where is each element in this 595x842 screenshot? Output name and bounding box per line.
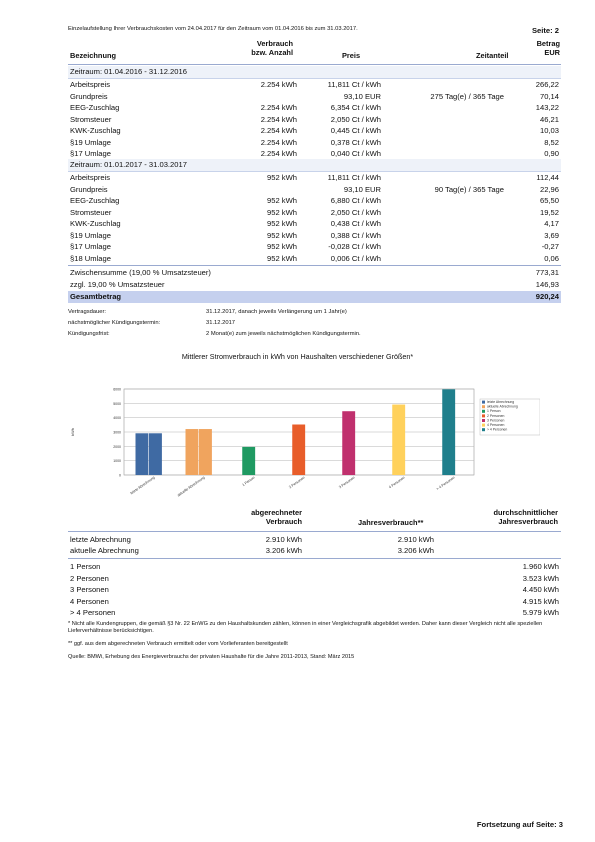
row-quantity: 2.254 kWh [260,137,297,147]
average-label: 2 Personen [70,573,109,583]
y-tick-label: 5000 [113,401,121,406]
row-quantity: 952 kWh [267,219,297,228]
row-amount: 143,22 [535,103,559,112]
row-price: 0,445 Ct / kWh [330,126,381,135]
usage-year: 3.206 kWh [397,546,434,555]
subtotal-row [68,267,561,278]
legend-swatch [482,419,485,422]
consumption-chart [60,375,540,515]
row-amount: -0,27 [541,242,559,251]
legend-swatch [482,424,485,427]
contract-notice-value: 2 Monat(e) zum jeweils nächstmöglichen Kündigungstermin. [206,331,361,337]
table-row [68,195,561,206]
row-name: Stromsteuer [70,114,112,124]
col-header-durchschnitt [468,508,558,526]
x-tick-label: letzte Abrechnung [129,475,156,496]
table-row [68,207,561,218]
row-amount: 4,17 [544,219,559,228]
row-price: 6,354 Ct / kWh [330,103,381,112]
average-row [68,584,561,595]
row-amount: 46,21 [539,114,559,124]
bar [292,425,305,475]
y-tick-label: 2000 [113,444,121,449]
row-share: 90 Tag(e) / 365 Tage [434,184,504,194]
footnote-2: ** ggf. aus dem abgerechneten Verbrauch ermittelt oder vom Vorlieferanten bereitgestellt [68,641,288,647]
consumption-chart-svg [60,375,540,515]
legend-label: 1 Person [487,409,501,414]
average-value: 1.960 kWh [522,562,559,571]
row-name: KWK-Zuschlag [70,126,121,135]
average-value: 4.915 kWh [522,596,559,606]
row-quantity: 2.254 kWh [260,149,297,158]
col-header-preis: Preis [342,51,361,60]
row-name: Stromsteuer [70,207,112,217]
row-amount: 19,52 [539,207,559,217]
section-title: Zeitraum: 01.04.2016 - 31.12.2016 [70,67,187,76]
section-header-2 [68,159,561,172]
subtotal-amount: 773,31 [535,268,559,277]
legend-label: > 4 Personen [487,427,508,432]
usage-calc: 3.206 kWh [265,546,302,555]
bar [442,389,455,475]
y-axis-label: kWh [70,428,75,436]
col-header-abgerechnet [228,508,302,526]
legend-swatch [482,410,485,413]
row-price: 11,811 Ct / kWh [327,173,381,182]
col-header-abgerechnet-line2: Verbrauch [265,517,302,526]
col-header-verbrauch-line1: Verbrauch [256,39,293,48]
col-header-betrag [520,39,560,57]
bar [149,433,162,475]
x-tick-label: 1 Person [241,475,256,488]
row-quantity: 952 kWh [267,253,297,263]
table-row [68,91,561,102]
row-quantity: 952 kWh [267,207,297,217]
y-tick-label: 6000 [113,387,121,392]
row-price: 2,050 Ct / kWh [330,207,381,217]
row-quantity: 952 kWh [267,173,297,182]
contract-duration-label: Vertragsdauer: [68,309,107,315]
row-quantity: 2.254 kWh [260,103,297,112]
col-header-jahresverbrauch: Jahresverbrauch** [358,518,424,527]
row-name: Grundpreis [70,184,108,194]
row-amount: 0,90 [544,149,559,158]
x-tick-label: 3 Personen [338,475,356,490]
legend-label: 3 Personen [487,418,505,423]
x-tick-label: aktuelle Abrechnung [176,475,206,498]
average-label: 3 Personen [70,585,109,594]
subtotal-rule [68,265,561,266]
legend-label: 2 Personen [487,413,505,418]
x-tick-label: 4 Personen [388,475,406,490]
row-price: 0,378 Ct / kWh [330,137,381,147]
col-header-betrag-line1: Betrag [536,39,560,48]
section-header-1 [68,66,561,79]
average-value: 3.523 kWh [522,573,559,583]
row-price: 93,10 EUR [343,184,381,194]
row-quantity: 952 kWh [267,242,297,251]
row-name: §19 Umlage [70,137,111,147]
row-name: §17 Umlage [70,242,111,251]
usage-row-last [68,534,561,545]
usage-rule [68,531,561,532]
table-row [68,137,561,148]
row-amount: 112,44 [536,173,559,182]
row-name: EEG-Zuschlag [70,103,120,112]
col-header-durchschnitt-line1: durchschnittlicher [493,508,558,517]
row-price: 2,050 Ct / kWh [330,114,381,124]
col-header-bezeichnung: Bezeichnung [70,51,116,60]
row-share: 275 Tag(e) / 365 Tage [430,91,504,101]
table-row [68,114,561,125]
total-label: Gesamtbetrag [70,292,122,301]
vat-amount: 146,93 [535,280,559,289]
average-row [68,561,561,572]
col-header-durchschnitt-line2: Jahresverbrauch [498,517,558,526]
average-row [68,573,561,584]
table-row [68,148,561,159]
row-amount: 3,69 [544,230,559,240]
document-header-text: Einzelaufstellung Ihrer Verbrauchskosten vom 24.04.2017 für den Zeitraum vom 01.04.2016 bis zum 31.03.2017. [68,26,358,32]
contract-termination-date-value: 31.12.2017 [206,320,236,326]
row-quantity: 952 kWh [267,196,297,205]
row-name: KWK-Zuschlag [70,219,121,228]
total-amount: 920,24 [535,292,559,301]
table-row [68,172,561,183]
row-quantity: 2.254 kWh [260,80,297,89]
bar [392,405,405,475]
bar [186,429,199,475]
y-tick-label: 3000 [113,430,121,435]
table-row [68,218,561,229]
table-row [68,241,561,252]
average-value: 5.979 kWh [522,608,559,617]
row-price: -0,028 Ct / kWh [328,242,381,251]
chart-title: Mittlerer Stromverbrauch in kWh von Haushalten verschiedener Größen* [181,352,414,361]
row-price: 6,880 Ct / kWh [330,196,381,205]
row-name: §19 Umlage [70,230,111,240]
y-tick-label: 1000 [113,459,121,464]
bar [342,411,355,475]
usage-label: aktuelle Abrechnung [70,546,139,555]
usage-year: 2.910 kWh [397,535,434,544]
bar [242,447,255,475]
col-header-abgerechnet-line1: abgerechneter [251,508,302,517]
table-row [68,253,561,264]
total-row [68,291,561,303]
bar [199,429,212,475]
legend-swatch [482,428,485,431]
average-label: 4 Personen [70,596,109,606]
row-price: 0,438 Ct / kWh [330,219,381,228]
usage-calc: 2.910 kWh [265,535,302,544]
header-rule [68,64,561,65]
legend-swatch [482,405,485,408]
subtotal-label: Zwischensumme (19,00 % Umsatzsteuer) [70,268,211,277]
bar [136,433,149,475]
y-tick-label: 4000 [113,416,121,421]
table-row [68,79,561,90]
row-amount: 8,52 [544,137,559,147]
contract-duration-value: 31.12.2017, danach jeweils Verlängerung um 1 Jahr(e) [206,309,347,315]
x-tick-label: 2 Personen [288,475,306,490]
legend-label: aktuelle Abrechnung [487,404,518,409]
averages-rule [68,558,561,559]
vat-row [68,279,561,290]
average-label: > 4 Personen [70,608,116,617]
x-tick-label: > 4 Personen [435,475,456,492]
table-row [68,125,561,136]
continuation-note: Fortsetzung auf Seite: 3 [476,820,563,829]
average-label: 1 Person [70,562,101,571]
vat-label: zzgl. 19,00 % Umsatzsteuer [70,280,165,289]
row-price: 93,10 EUR [343,91,381,101]
average-row [68,607,561,618]
row-quantity: 2.254 kWh [260,114,297,124]
legend-label: 4 Personen [487,423,505,427]
col-header-verbrauch [230,39,293,57]
row-amount: 0,06 [544,253,559,263]
row-price: 0,388 Ct / kWh [330,230,381,240]
table-row [68,102,561,113]
row-name: Arbeitspreis [70,80,111,89]
col-header-verbrauch-line2: bzw. Anzahl [251,48,293,57]
row-amount: 65,50 [539,196,559,205]
row-quantity: 952 kWh [267,230,297,240]
row-amount: 266,22 [535,80,559,89]
row-price: 0,006 Ct / kWh [330,253,381,263]
section-title: Zeitraum: 01.01.2017 - 31.03.2017 [70,160,187,169]
usage-row-current [68,545,561,556]
table-row [68,184,561,195]
row-amount: 22,96 [539,184,559,194]
row-name: Arbeitspreis [70,173,111,182]
contract-notice-label: Kündigungsfrist: [68,331,110,337]
average-row [68,596,561,607]
col-header-zeitanteil: Zeitanteil [476,51,509,60]
usage-label: letzte Abrechnung [70,535,131,544]
legend-label: letzte Abrechnung [487,400,515,404]
table-row [68,230,561,241]
row-price: 0,040 Ct / kWh [330,149,381,158]
contract-termination-date-label: nächstmöglicher Kündigungstermin: [68,320,161,326]
legend-swatch [482,414,485,417]
legend-swatch [482,401,485,404]
page-number: Seite: 2 [531,26,559,35]
col-header-betrag-line2: EUR [544,48,560,57]
row-quantity: 2.254 kWh [260,126,297,135]
row-name: EEG-Zuschlag [70,196,120,205]
source-note: Quelle: BMWi, Erhebung des Energieverbrauchs der privaten Haushalte für die Jahre 2011-2013, Stand: März 2015 [68,654,355,660]
row-amount: 10,03 [539,126,559,135]
row-amount: 70,14 [539,91,559,101]
row-name: §17 Umlage [70,149,111,158]
row-price: 11,811 Ct / kWh [327,80,381,89]
average-value: 4.450 kWh [522,585,559,594]
row-name: §18 Umlage [70,253,111,263]
row-name: Grundpreis [70,91,108,101]
y-tick-label: 0 [119,473,121,478]
footnote-1: * Nicht alle Kundengruppen, die gemäß §3 Nr. 22 EnWG zu den Haushaltskunden zählen, können in einer Vergleichsgrafik abgebildet werden. Daher kann dieser Vergleich nicht alle speziellen Lieferverhältnisse berücksichtigen. [68,621,543,634]
